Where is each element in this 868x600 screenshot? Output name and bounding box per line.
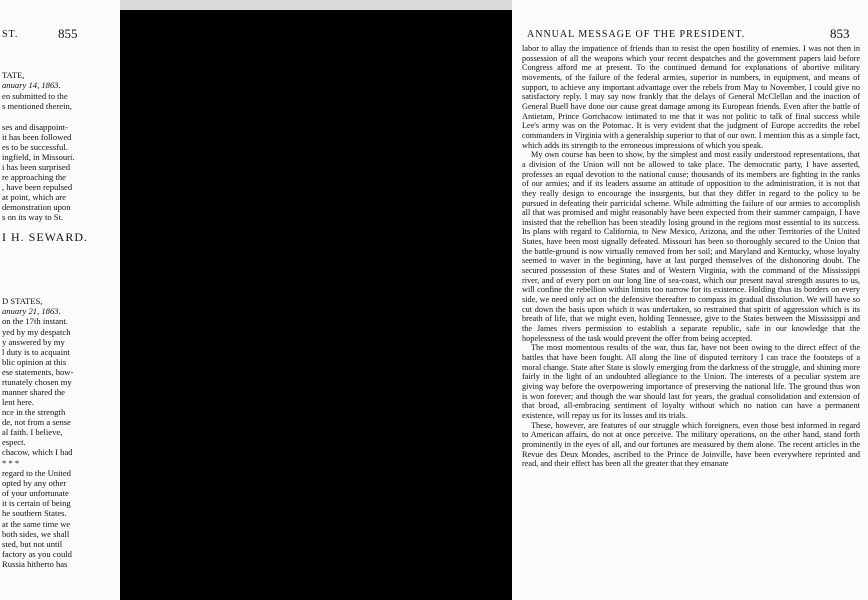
left-text-line: blic opinion at this	[2, 357, 67, 367]
left-text-line: , have been repulsed	[2, 182, 73, 192]
left-text-line: sted, but not until	[2, 539, 63, 549]
paragraph: The most momentous results of the war, thus far, have not been owing to the direct effect of the battles that have been fought. All along the line of disputed territory I can trace the footsteps of a moral change. State after State is slowly emerging from the darkness of the struggle, and shining more fairly in the light of an undoubted allegiance to the Union. The interests of a peculiar system are giving way before the overpowering importance of preserving the national life. The ground thus won is won forever; and though the war should last for years, the gradual consolidation and extension of that broad, all-embracing sentiment of loyalty without which no nation can have a permanent existence, will repay us for its losses and its trials.	[522, 343, 861, 420]
left-page-number: 855	[58, 26, 78, 41]
left-text-line: Russia hitherto has	[2, 559, 68, 569]
left-page	[0, 0, 120, 600]
left-text-line: TATE,	[2, 70, 25, 80]
left-text-line: ses and disappoint-	[2, 122, 68, 132]
left-text-line: opted by any other	[2, 478, 67, 488]
scan-gutter-shadow	[120, 10, 512, 600]
left-text-line: on the 17th instant.	[2, 316, 68, 326]
left-text-line: * * *	[2, 458, 20, 468]
paragraph: labor to allay the impatience of friends than to resist the open hostility of enemies. I was not then in possession of all the weapons which your recent despatches and the government papers laid before Congress afford me at present. To the continued demand for explanations of abortive military movements, of the failure of the federal armies, superior in numbers, in equipment, and means of support, to achieve any important advantage over the rebels from May to November, I could give no satisfactory reply. I may say now frankly that the delays of General McClellan and the inaction of General Buell have done our cause great damage among its European friends. Even after the battle of Antietam, Prince Gortchacow intimated to me that it was not politic to talk of final success while Lee's army was on the Potomac. It is very evident that the judgment of Europe accredits the rebel commanders in Virginia with a generalship superior to that of our own. I mention this as a simple fact, which adds its strength to the erroneous impressions of which you speak.	[522, 44, 860, 150]
left-text-line: ingfield, in Missouri.	[2, 152, 75, 162]
left-text-line: it has been followed	[2, 132, 72, 142]
left-text-line: en submitted to the	[2, 91, 68, 101]
left-text-line: anuary 14, 1863.	[2, 80, 61, 90]
left-text-line: both sides, we shall	[2, 529, 70, 539]
left-text-line: manner shared the	[2, 387, 65, 397]
left-text-line: espect.	[2, 437, 26, 447]
left-text-line: of your unfortunate	[2, 488, 69, 498]
left-text-line: y answered by my	[2, 337, 65, 347]
left-text-line: anuary 21, 1863.	[2, 306, 61, 316]
left-text-line: yed by my despatch	[2, 327, 71, 337]
left-text-line: demonstration upon	[2, 202, 71, 212]
left-text-line: it is certain of being	[2, 498, 71, 508]
left-text-line: nce in the strength	[2, 407, 66, 417]
right-page	[512, 0, 868, 600]
paragraph: These, however, are features of our struggle which foreigners, even those best informed in regard to American affairs, do not at once perceive. The military operations, on the other hand, stand forth prominently in the eyes of all, and our fortunes are measured by them alone. The recent articles in the Revue des Deux Mondes, ascribed to the Prince de Joinville, have been everywhere reprinted and read, and their effect has been all the greater that they emanate	[522, 420, 860, 469]
right-page-number: 853	[830, 26, 850, 41]
left-text-line: es to be successful.	[2, 142, 68, 152]
left-text-line: at the same time we	[2, 519, 71, 529]
left-text-line: factory as you could	[2, 549, 72, 559]
left-text-line: i has been surprised	[2, 162, 71, 172]
running-head: ANNUAL MESSAGE OF THE PRESIDENT.	[527, 29, 746, 40]
left-text-line: chacow, which I had	[2, 447, 73, 457]
paragraph: My own course has been to show, by the simplest and most easily understood representations, that a division of the Union will not be allowed to take place. The democratic party, I have asserted, professes an equal devotion to the national cause; thousands of its members are fighting in the ranks of our armies; and if its leaders assume an attitude of opposition to the administration, it is not that they really design to encourage the insurgents, but that they differ in regard to the policy to be pursued in defeating their parricidal scheme. While admitting the failure of our armies to accomplish all that was promised and might reasonably have been expected from their summer campaign, I have insisted that the rebellion has been steadily losing ground in the regions most essential to its success. Its plans with regard to California, to New Mexico, Arizona, and the other Territories of the United States, have been most signally defeated. Missouri has been so thoroughly secured to the Union that the battle-ground is now virtually removed from her soil; and Maryland and Kentucky, whose loyalty seemed to waver in the beginning, have at last purged themselves of the dishonoring doubt. The secured possession of these States and of Western Virginia, with the command of the Mississippi river, and of every port on our long line of sea-coast, which our present naval strength assures to us, will confine the rebellion within limits too narrow for its existence. Holding thus its borders on every side, we need only act on the defensive thereafter to compass its gradual dissolution. We will have so cut down the basis upon which it was undertaken, so restrained that spirit of aggression which is its breath of life, that we might even, holding Tennessee, give to the States between the Mississippi and the James rivers permission to establish a separate republic, safe in our knowledge that the hopelessness of the task would prevent the offer from being accepted.	[522, 150, 860, 343]
left-text-line: I H. SEWARD.	[2, 230, 88, 244]
left-text-line: re approaching the	[2, 172, 66, 182]
left-text-line: de, not from a sense	[2, 417, 71, 427]
left-text-line: s mentioned therein,	[2, 101, 72, 111]
left-text-line: s on its way to St.	[2, 212, 64, 222]
left-text-line: regard to the United	[2, 468, 71, 478]
left-text-line: at point, which are	[2, 192, 66, 202]
left-text-line: D STATES,	[2, 296, 43, 306]
left-text-line: al faith. I believe,	[2, 427, 63, 437]
left-running-head: ST.	[2, 29, 19, 40]
left-text-line: lent here.	[2, 397, 34, 407]
body-text	[522, 44, 860, 469]
left-text-line: he southern States.	[2, 508, 67, 518]
left-text-line: ese statements, how-	[2, 367, 74, 377]
left-text-line: rtunately chosen my	[2, 377, 72, 387]
left-text-line: l duty is to acquaint	[2, 347, 70, 357]
